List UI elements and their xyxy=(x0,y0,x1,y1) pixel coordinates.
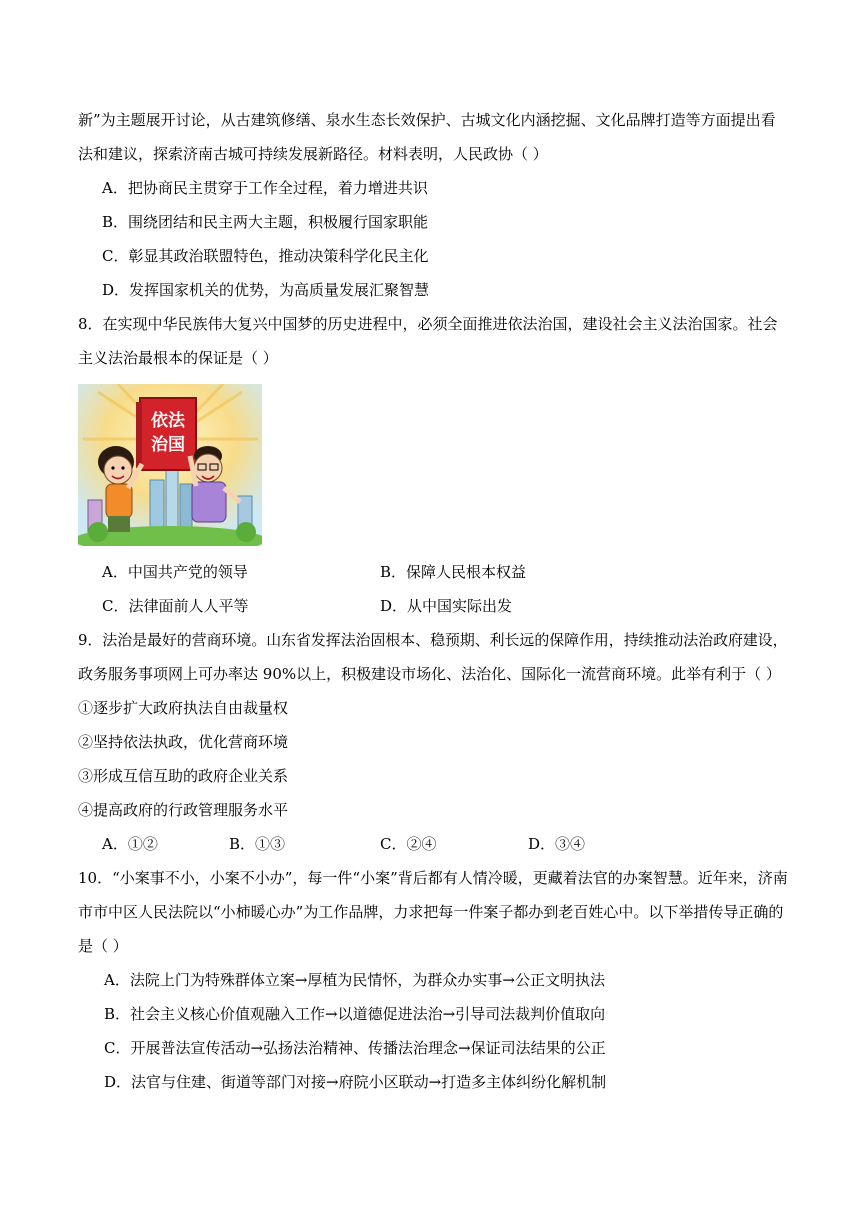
q9-item-3: ③形成互信互助的政府企业关系 xyxy=(78,767,289,785)
q10-option-a: A．法院上门为特殊群体立案→厚植为民情怀，为群众办实事→公正文明执法 xyxy=(104,971,605,989)
q9-item-1: ①逐步扩大政府执法自由裁量权 xyxy=(78,699,289,717)
q10-stem-line-3: 是（ ） xyxy=(78,937,128,955)
q9-option-c: C．②④ xyxy=(380,835,437,853)
q8-option-a: A．中国共产党的领导 xyxy=(102,563,248,581)
q7-stem-line-1: 新”为主题展开讨论，从古建筑修缮、泉水生态长效保护、古城文化内涵挖掘、文化品牌打造等方面提出看 xyxy=(78,111,776,129)
q8-option-d: D．从中国实际出发 xyxy=(380,597,513,615)
book-text-bottom: 治国 xyxy=(151,435,185,455)
q7-option-d: D．发挥国家机关的优势，为高质量发展汇聚智慧 xyxy=(102,281,430,299)
q9-option-d: D．③④ xyxy=(528,835,586,853)
q8-stem-line-1: 8．在实现中华民族伟大复兴中国梦的历史进程中，必须全面推进依法治国，建设社会主义法治国家。社会 xyxy=(78,315,778,333)
q10-option-b: B．社会主义核心价值观融入工作→以道德促进法治→引导司法裁判价值取向 xyxy=(104,1005,606,1023)
rule-of-law-cartoon xyxy=(78,384,262,546)
q7-option-b: B．围绕团结和民主两大主题，积极履行国家职能 xyxy=(102,213,429,231)
q10-stem-line-1: 10．“小案事不小，小案不小办”，每一件“小案”背后都有人情冷暖，更藏着法官的办案智慧。近年来，济南 xyxy=(78,869,788,887)
q9-item-2: ②坚持依法执政，优化营商环境 xyxy=(78,733,289,751)
q10-stem-line-2: 市市中区人民法院以“小柿暖心办”为工作品牌，力求把每一件案子都办到老百姓心中。以下举措传导正确的 xyxy=(78,903,784,921)
q9-option-a: A．①② xyxy=(102,835,158,853)
q9-stem-line-1: 9．法治是最好的营商环境。山东省发挥法治固根本、稳预期、利长远的保障作用，持续推动法治政府建设， xyxy=(78,631,788,649)
q7-option-a: A．把协商民主贯穿于工作全过程，着力增进共识 xyxy=(102,179,428,197)
q9-item-4: ④提高政府的行政管理服务水平 xyxy=(78,801,289,819)
q9-option-b: B．①③ xyxy=(229,835,286,853)
q7-option-c: C．彰显其政治联盟特色，推动决策科学化民主化 xyxy=(102,247,429,265)
q7-stem-line-2: 法和建议，探索济南古城可持续发展新路径。材料表明，人民政协（ ） xyxy=(78,145,548,163)
q10-option-c: C．开展普法宣传活动→弘扬法治精神、传播法治理念→保证司法结果的公正 xyxy=(104,1039,606,1057)
book-text-top: 依法 xyxy=(151,411,185,431)
q8-stem-line-2: 主义法治最根本的保证是（ ） xyxy=(78,349,278,367)
q8-option-c: C．法律面前人人平等 xyxy=(102,597,249,615)
q8-option-b: B．保障人民根本权益 xyxy=(380,563,527,581)
q9-stem-line-2: 政务服务事项网上可办率达 90%以上，积极建设市场化、法治化、国际化一流营商环境。此举有利于（ ） xyxy=(78,665,781,683)
q10-option-d: D．法官与住建、街道等部门对接→府院小区联动→打造多主体纠纷化解机制 xyxy=(104,1073,607,1091)
